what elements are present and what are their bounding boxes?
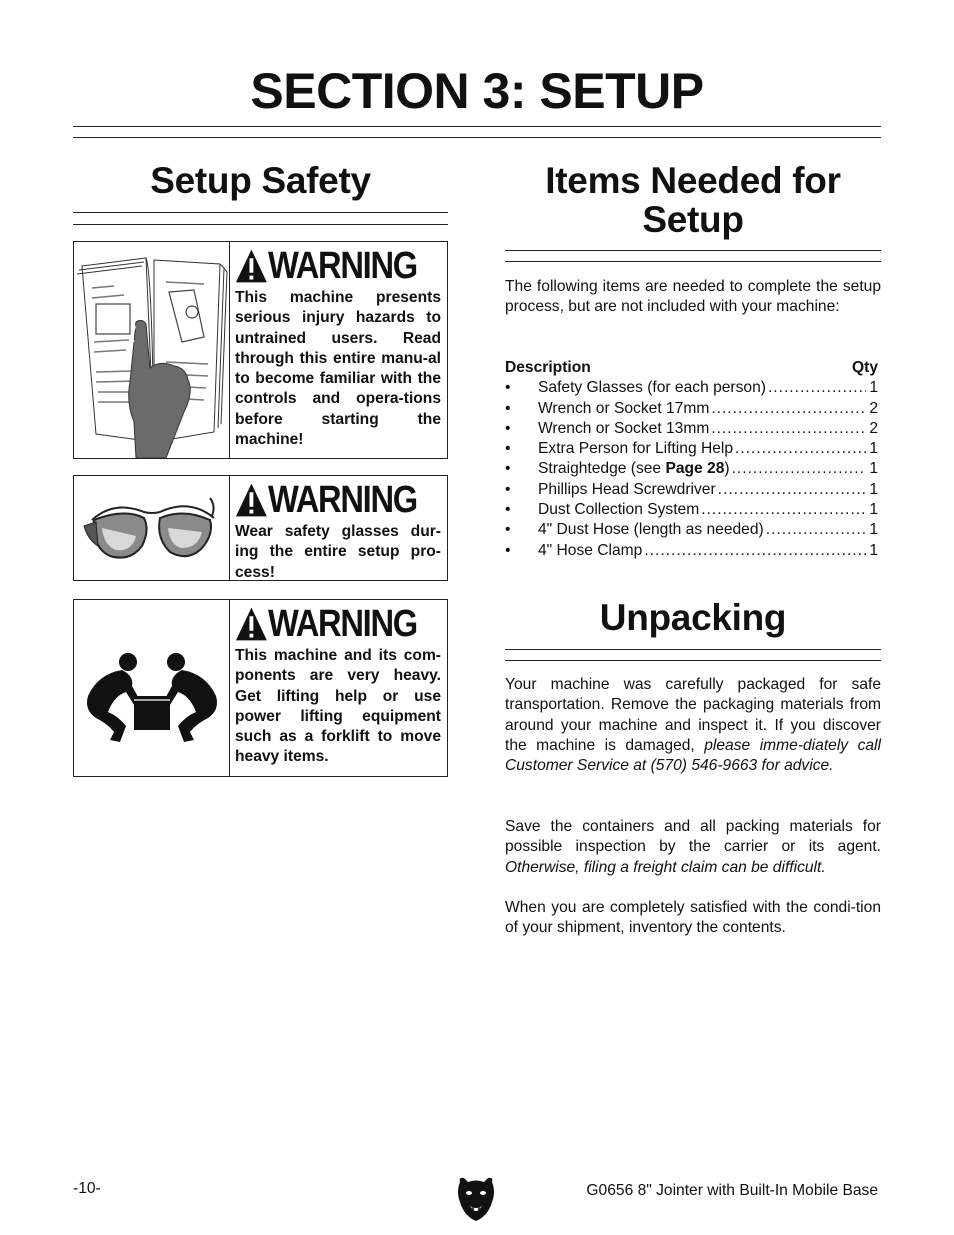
items-table xyxy=(505,358,878,561)
items-table-header xyxy=(505,358,878,378)
list-item: • Dust Collection System ..... 1 xyxy=(505,500,878,520)
warning-text-glasses: Wear safety glasses dur-ing the entire setup pro-cess! xyxy=(235,523,441,581)
unpacking-paragraph-3: When you are completely satisfied with the condi-tion of your shipment, inventory the contents. xyxy=(505,899,881,937)
list-item: • Straightedge (see Page 28) ..... 1 xyxy=(505,459,878,479)
list-item: • Phillips Head Screwdriver ..... 1 xyxy=(505,480,878,500)
unpacking-heading: Unpacking xyxy=(599,597,787,638)
warning-text-heavy: This machine and its com-ponents are very heavy. Get lifting help or use power lifting equipment such as a forklift to move heavy items. xyxy=(235,647,441,766)
setup-safety-rule-bottom xyxy=(73,224,448,225)
warning-text-manual: This machine presents serious injury hazards to untrained users. Read through this entire manu-al to become familiar with the controls and opera-tions before starting the machine! xyxy=(235,289,441,449)
list-item: • Safety Glasses (for each person) ..... 1 xyxy=(505,378,878,398)
warning-label: WARNING xyxy=(267,479,417,521)
list-item: • Wrench or Socket 13mm ..... 2 xyxy=(505,419,878,439)
safety-glasses-icon xyxy=(74,476,230,580)
items-needed-heading xyxy=(505,162,881,240)
warning-box-glasses xyxy=(73,475,448,581)
footer-title: G0656 8" Jointer with Built-In Mobile Base xyxy=(586,1182,878,1199)
warning-box-manual xyxy=(73,241,448,459)
warning-triangle-icon xyxy=(235,482,268,518)
warning-label: WARNING xyxy=(267,245,417,287)
warning-label: WARNING xyxy=(267,603,417,645)
items-needed-rule-bottom xyxy=(505,261,881,262)
list-item: • 4" Dust Hose (length as needed) ..... 1 xyxy=(505,520,878,540)
setup-safety-heading: Setup Safety xyxy=(150,160,371,201)
items-needed-rule-top xyxy=(505,250,881,251)
section-rule-top xyxy=(73,126,881,127)
items-needed-heading-line2: Setup xyxy=(642,198,744,240)
list-item: • Wrench or Socket 17mm ..... 2 xyxy=(505,399,878,419)
two-person-lift-icon xyxy=(74,600,230,776)
section-title: SECTION 3: SETUP xyxy=(250,63,704,119)
unpacking-rule-top xyxy=(505,649,881,650)
col-description: Description xyxy=(505,359,591,376)
items-list xyxy=(505,378,878,561)
col-qty: Qty xyxy=(852,359,878,376)
list-item: • Extra Person for Lifting Help ..... 1 xyxy=(505,439,878,459)
unpacking-paragraph-1: Your machine was carefully packaged for safe transportation. Remove the packaging materials from around your machine and inspect it. If you discover the machine is damaged, please imme-diately call Customer Service at (570) 546-9663 for advice. xyxy=(505,676,881,775)
warning-box-heavy xyxy=(73,599,448,777)
setup-safety-rule-top xyxy=(73,212,448,213)
unpacking-paragraph-2: Save the containers and all packing materials for possible inspection by the carrier or its agent. Otherwise, filing a freight claim can be difficult. xyxy=(505,818,881,876)
manual-reading-icon xyxy=(74,242,230,458)
page-number: -10- xyxy=(73,1180,101,1197)
items-needed-intro: The following items are needed to complete the setup process, but are not included with your machine: xyxy=(505,278,881,316)
list-item: • 4" Hose Clamp ..... 1 xyxy=(505,541,878,561)
warning-triangle-icon xyxy=(235,606,268,642)
section-rule-bottom xyxy=(73,137,881,138)
items-needed-heading-line1: Items Needed for xyxy=(545,160,841,201)
warning-triangle-icon xyxy=(235,248,268,284)
page-28-link[interactable]: Page 28 xyxy=(665,460,725,478)
unpacking-rule-bottom xyxy=(505,660,881,661)
grizzly-bear-logo-icon xyxy=(456,1176,496,1222)
